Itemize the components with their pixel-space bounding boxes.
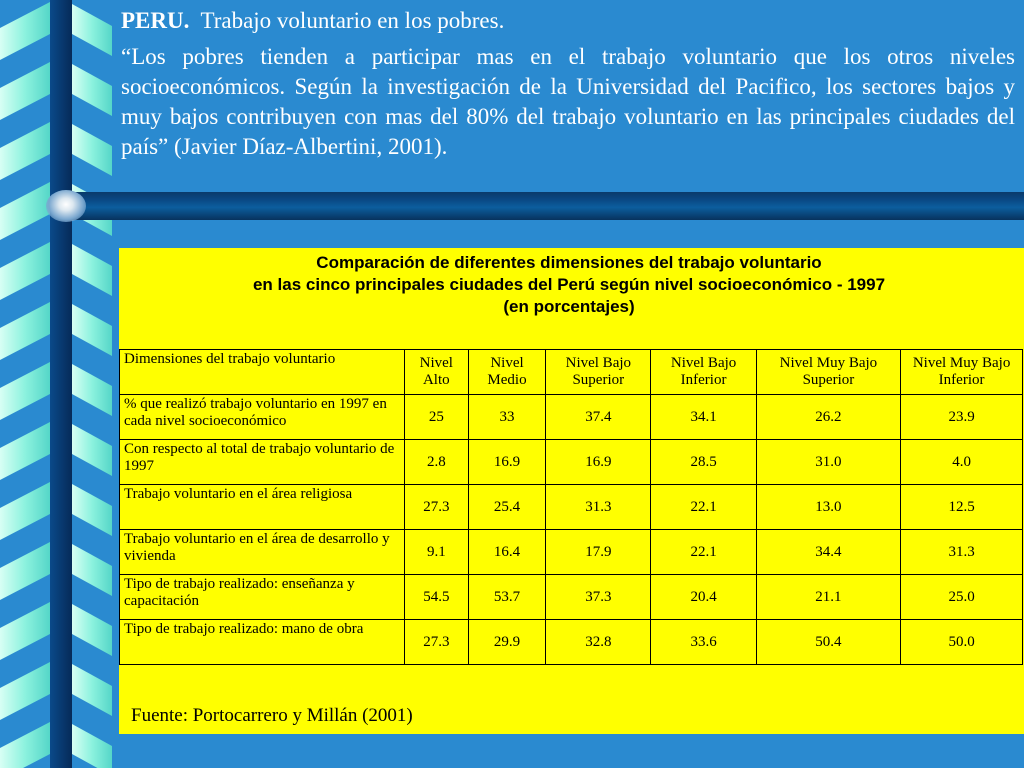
table-row [120, 530, 1023, 575]
table-cell: 33.6 [651, 620, 756, 665]
table-cell: 16.9 [468, 440, 545, 485]
table-cell: 16.9 [546, 440, 651, 485]
table-cell: 21.1 [756, 575, 900, 620]
table-panel [119, 248, 1024, 734]
table-row [120, 485, 1023, 530]
table-cell: 34.1 [651, 395, 756, 440]
table-cell: 27.3 [404, 620, 468, 665]
table-cell: 20.4 [651, 575, 756, 620]
table-cell: 32.8 [546, 620, 651, 665]
row-label: Con respecto al total de trabajo voluntario de 1997 [120, 440, 405, 485]
table-cell: 54.5 [404, 575, 468, 620]
text-area [121, 6, 1015, 162]
table-title [119, 252, 1019, 318]
column-header-level: Nivel Muy Bajo Inferior [901, 350, 1023, 395]
column-header-level: Nivel Bajo Inferior [651, 350, 756, 395]
table-cell: 31.3 [546, 485, 651, 530]
table-cell: 13.0 [756, 485, 900, 530]
table-header-row [120, 350, 1023, 395]
slide-heading [121, 6, 1015, 36]
table-cell: 34.4 [756, 530, 900, 575]
column-header-level: Nivel Medio [468, 350, 545, 395]
table-cell: 25.0 [901, 575, 1023, 620]
table-cell: 50.0 [901, 620, 1023, 665]
table-cell: 17.9 [546, 530, 651, 575]
table-cell: 22.1 [651, 530, 756, 575]
heading-country: PERU. [121, 8, 190, 33]
table-cell: 37.4 [546, 395, 651, 440]
table-cell: 25 [404, 395, 468, 440]
heading-subtitle: Trabajo voluntario en los pobres. [200, 8, 505, 33]
decorative-ribbon [0, 0, 112, 768]
table-cell: 23.9 [901, 395, 1023, 440]
table-title-line-1: Comparación de diferentes dimensiones del trabajo voluntario [316, 253, 822, 272]
table-cell: 37.3 [546, 575, 651, 620]
source-note: Fuente: Portocarrero y Millán (2001) [131, 705, 413, 726]
table-cell: 31.3 [901, 530, 1023, 575]
column-header-level: Nivel Muy Bajo Superior [756, 350, 900, 395]
table-cell: 50.4 [756, 620, 900, 665]
row-label: Tipo de trabajo realizado: enseñanza y capacitación [120, 575, 405, 620]
table-cell: 25.4 [468, 485, 545, 530]
table-cell: 26.2 [756, 395, 900, 440]
table-cell: 2.8 [404, 440, 468, 485]
table-cell: 29.9 [468, 620, 545, 665]
column-header-level: Nivel Alto [404, 350, 468, 395]
table-cell: 28.5 [651, 440, 756, 485]
table-cell: 4.0 [901, 440, 1023, 485]
table-cell: 53.7 [468, 575, 545, 620]
table-cell: 9.1 [404, 530, 468, 575]
table-cell: 27.3 [404, 485, 468, 530]
row-label: % que realizó trabajo voluntario en 1997 en cada nivel socioeconómico [120, 395, 405, 440]
table-cell: 33 [468, 395, 545, 440]
table-title-line-3: (en porcentajes) [503, 297, 635, 316]
table-body [120, 395, 1023, 665]
table-cell: 31.0 [756, 440, 900, 485]
table-title-line-2: en las cinco principales ciudades del Perú según nivel socioeconómico - 1997 [252, 275, 886, 294]
table-row [120, 395, 1023, 440]
horizontal-divider-bar [58, 192, 1024, 220]
table-cell: 16.4 [468, 530, 545, 575]
row-label: Trabajo voluntario en el área religiosa [120, 485, 405, 530]
divider-knob [46, 190, 86, 222]
row-label: Tipo de trabajo realizado: mano de obra [120, 620, 405, 665]
table-cell: 22.1 [651, 485, 756, 530]
table-cell: 12.5 [901, 485, 1023, 530]
table-row [120, 440, 1023, 485]
column-header-dimension: Dimensiones del trabajo voluntario [120, 350, 405, 395]
table-row [120, 575, 1023, 620]
quote-paragraph: “Los pobres tienden a participar mas en el trabajo voluntario que los otros niveles socioeconómicos. Según la investigación de la Universidad del Pacifico, los sectores bajos y muy bajos contribuyen con mas del 80% del trabajo voluntario en las principales ciudades del país” (Javier Díaz-Albertini, 2001). [121, 44, 1015, 159]
data-table [119, 349, 1023, 665]
table-row [120, 620, 1023, 665]
row-label: Trabajo voluntario en el área de desarrollo y vivienda [120, 530, 405, 575]
column-header-level: Nivel Bajo Superior [546, 350, 651, 395]
